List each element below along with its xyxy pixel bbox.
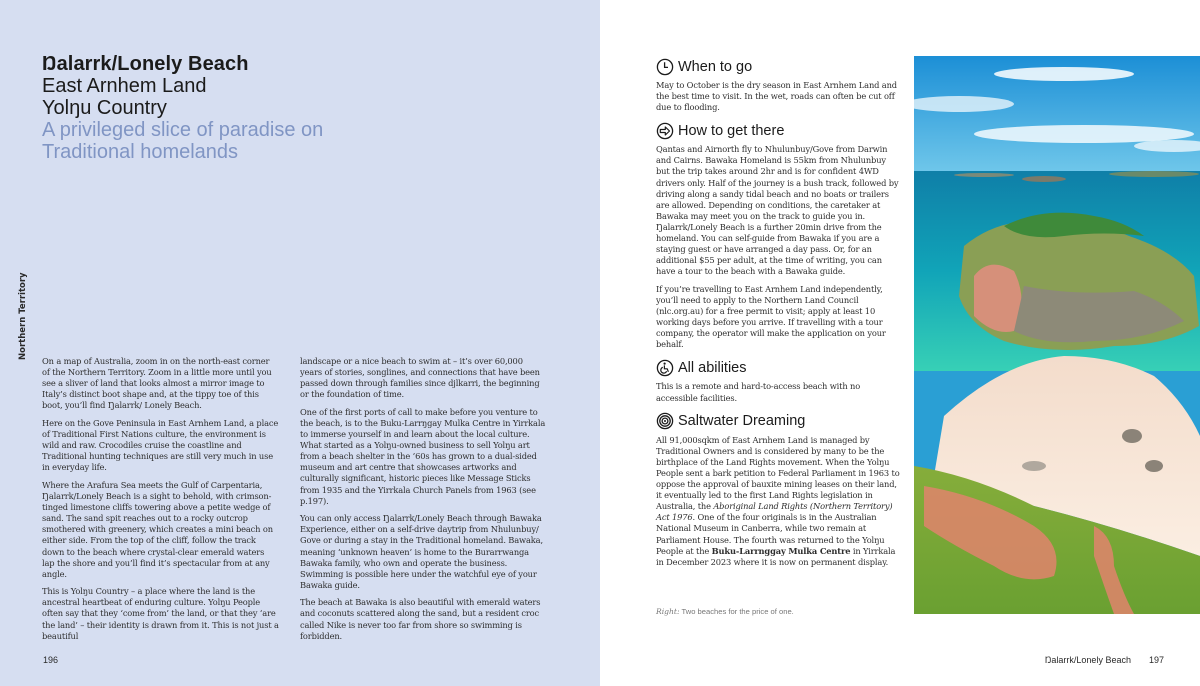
info-heading-label: All abilities [678,359,747,376]
tagline-line-1: A privileged slice of paradise on [42,119,324,141]
section-label-text: Northern Territory [18,272,28,360]
paragraph: On a map of Australia, zoom in on the north-east corner of the Northern Territory. Zoom in a little more until you see a sliver of land that looks almost a mirror image to Italy’s distinct boot shape and, at the tippy toe of this boot, you’ll find Ŋalarrk/ Lonely Beach. [42,356,272,411]
info-body [656,80,900,113]
caption-text: Two beaches for the price of one. [679,607,794,616]
info-body [656,144,900,350]
arrow-circle-icon [656,122,674,140]
paragraph: May to October is the dry season in East Arnhem Land and the best time to visit. In the wet, roads can often be cut off due to flooding. [656,80,897,113]
running-head: Ŋalarrk/Lonely Beach [1044,655,1131,665]
region-subtitle: East Arnhem Land [42,75,207,97]
info-section-when-to-go [656,56,900,113]
paragraph [656,435,900,568]
page-footer-right [1045,655,1164,665]
place-title: Ŋalarrk/Lonely Beach [42,53,249,75]
text-run: in Yirrkala in December 2023 where it is now on permanent display. [656,545,896,567]
info-heading-label: Saltwater Dreaming [678,413,806,430]
page-number-left: 196 [43,655,59,665]
paragraph: The beach at Bawaka is also beautiful with emerald waters and coconuts scattered along the sand, but a resident croc called Nike is never too far from shore so swimming is forbidden. [300,597,541,641]
info-section-how-to-get-there [656,120,900,350]
info-body [656,381,900,403]
body-column-2 [300,356,546,648]
paragraph: Where the Arafura Sea meets the Gulf of Carpentaria, Ŋalarrk/Lonely Beach is a sight to behold, with crimson-tinged limestone cliffs towering above a petite wedge of sand. The sand spit reaches out to a rocky outcrop smothered with greenery, which creates a mini beach on either side. From the top of the cliff, follow the track down to the beach where crystal-clear emerald waters lap the shore and you’ll find it’s spectacular from at any angle. [42,479,273,579]
title-block [42,53,402,163]
info-heading [656,357,900,378]
info-heading-label: How to get there [678,122,785,139]
info-heading-label: When to go [678,58,753,75]
paragraph: This is Yolŋu Country – a place where the land is the ancestral heartbeat of enduring culture. Yolŋu People often say that they ‘come from’ the land, or that they ‘are the land’ – their identity is drawn from it. This is not just a beautiful [42,586,279,641]
text-run: All 91,000sqkm of East Arnhem Land is managed by Traditional Owners and is considered by many to be the birthplace of the Land Rights movement. When the Yolŋu People sent a bark petition to Federal Parliament in 1963 to oppose the approval of bauxite mining leases on their land, it eventually led to the first Land Rights legislation in Australia, the [656,434,900,512]
paragraph: This is a remote and hard-to-access beach with no accessible facilities. [656,381,861,403]
paragraph: If you’re travelling to East Arnhem Land independently, you’ll need to apply to the Northern Land Council (nlc.org.au) for a free permit to visit; apply at least 10 working days before you arrive. If travelling with a tour company, the operator will make the application on your behalf. [656,283,886,350]
info-heading [656,56,900,77]
info-body [656,435,900,568]
paragraph: Qantas and Airnorth fly to Nhulunbuy/Gove from Darwin and Cairns. Bawaka Homeland is 55km from Nhulunbuy but the trip takes around 2hr and is for confident 4WD drivers only. Half of the journey is a bush track, followed by driving along a sandy tidal beach and no boats or trailers are allowed. Depending on conditions, the caretaker at Bawaka may meet you on the track to guide you in. Ŋalarrk/Lonely Beach is a further 20min drive from the homeland. You can self-guide from Bawaka if you are a staying guest or have arranged a day pass. Or, for an additional $55 per adult, at the time of writing, you can have a tour to the beach with a Bawaka guide. [656,144,899,277]
page-number-right: 197 [1148,655,1164,665]
beach-photo-illustration [914,56,1200,614]
text-run: . One of the four originals is in the Australian National Museum in Canberra, while two remain at Parliament House. The fourth was returned to the Yolŋu People at the [656,512,885,556]
paragraph: landscape or a nice beach to swim at – it’s over 60,000 years of stories, songlines, and connections that have been passed down through families since djlkarri, the beginning or the foundation of time. [300,356,540,400]
paragraph: One of the first ports of call to make before you venture to the beach, is to the Buku-Larrŋgay Mulka Centre in Yirrkala to immerse yourself in and learn about the local culture. What started as a Yolŋu-owned business to sell Yolŋu art from a beach shelter in the ’60s has grown to a dual-sided museum and art centre that showcases artworks and culturally significant, historic pieces like Message Sticks from 1935 and the Yirrkala Church Panels from 1963 (see p.197). [300,406,546,506]
dreaming-circle-icon [656,412,674,430]
section-label [17,272,31,360]
info-heading [656,411,900,432]
act-title: Aboriginal Land Rights (Northern Territory) Act 1976 [656,501,893,523]
tagline-line-2: Traditional homelands [42,141,239,163]
info-heading [656,120,900,141]
caption-lead: Right: [656,607,680,616]
info-section-all-abilities [656,357,900,403]
body-column-1 [42,356,279,648]
accessibility-icon [656,359,674,377]
paragraph: Here on the Gove Peninsula in East Arnhem Land, a place of Traditional First Nations culture, the environment is wild and raw. Crocodiles cruise the coastline and Traditional hunting techniques are still very much in use in everyday life. [42,417,279,473]
info-column [656,56,900,575]
info-section-saltwater-dreaming [656,411,900,568]
country-subtitle: Yolŋu Country [42,97,167,119]
paragraph: You can only access Ŋalarrk/Lonely Beach through Bawaka Experience, either on a self-drive daytrip from Nhulunbuy/ Gove or during a stay in the Traditional homeland. Bawaka, meaning ‘unknown heaven’ is home to the Burarrwanga Bawaka family, who own and operate the business. Swimming is possible here under the watchful eye of your Bawaka guide. [300,513,543,590]
beach-photo [914,56,1200,614]
photo-caption [656,607,794,616]
centre-name: Buku-Larrnggay Mulka Centre [711,545,851,556]
clock-icon [656,58,674,76]
